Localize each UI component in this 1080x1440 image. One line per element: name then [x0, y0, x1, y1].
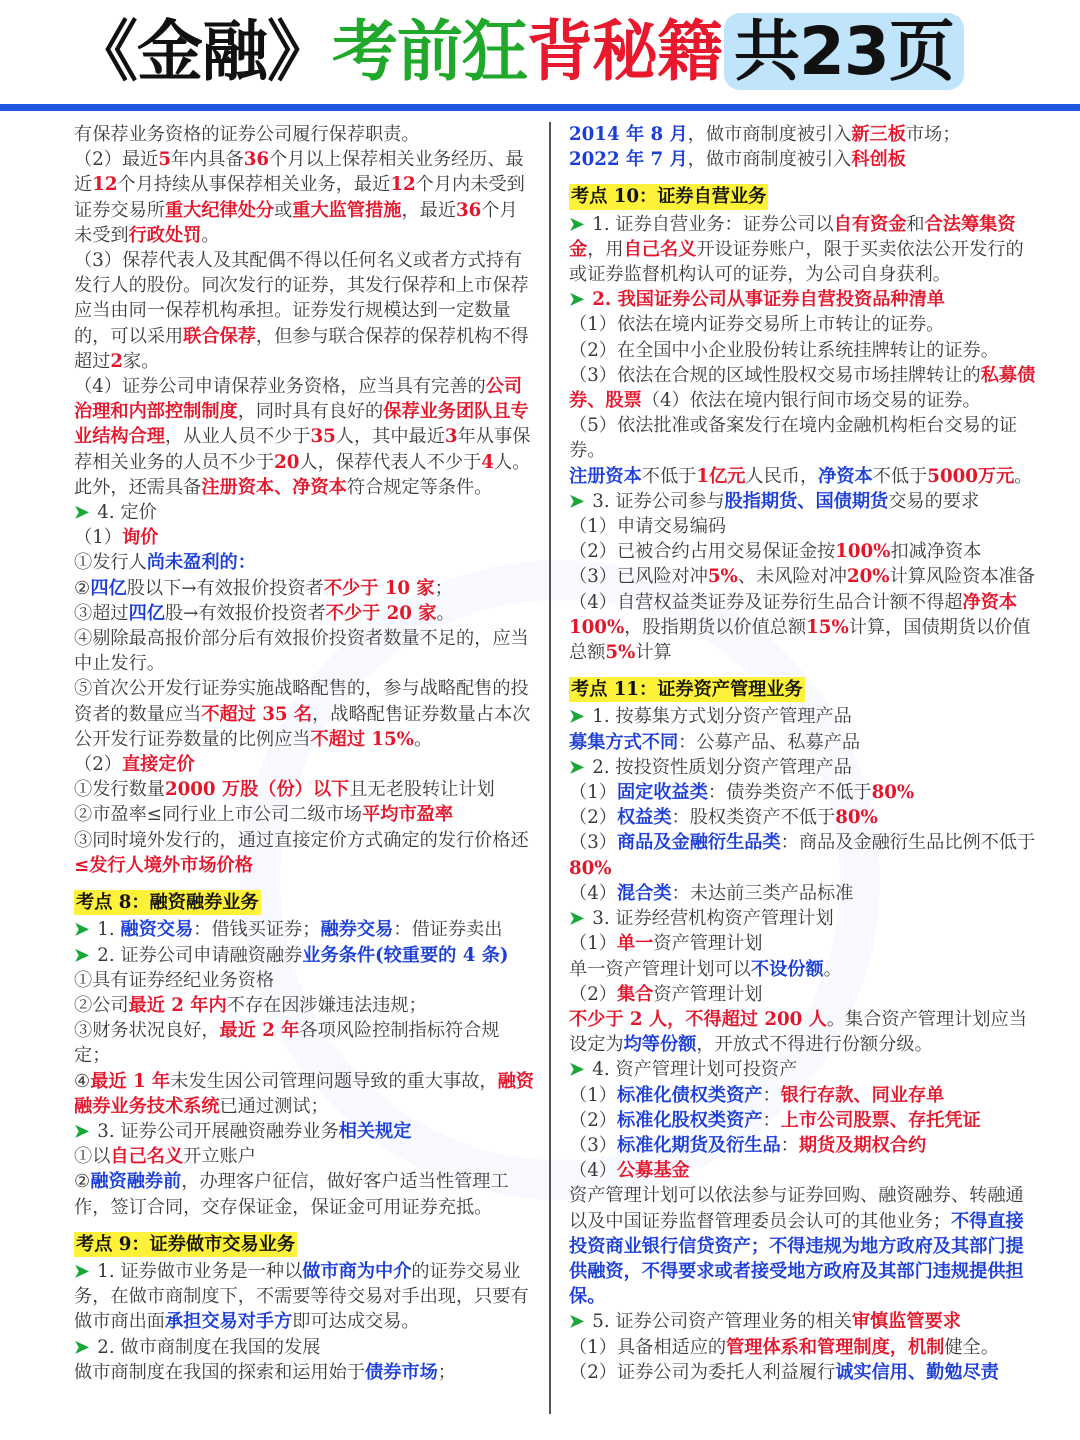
list-item: （2）集合资产管理计划 [569, 983, 763, 1005]
list-item: （3）标准化期货及衍生品：期货及期权合约 [569, 1134, 927, 1156]
green-arrow-icon: ➤ [569, 706, 585, 728]
list-item: ③财务状况良好，最近 2 年各项风险控制指标符合规定； [74, 1020, 500, 1067]
list-item: 做市商制度在我国的探索和运用始于债券市场； [74, 1361, 456, 1383]
green-arrow-icon: ➤ [74, 1120, 90, 1142]
list-item: （4）自营权益类证券及证券衍生品合计额不得超净资本100%，股指期货以价值总额15%计算，国债期货以价值总额5%计算 [569, 591, 1031, 664]
list-item: （4）混合类：未达前三类产品标准 [569, 882, 854, 904]
paragraph-sponsor-3: （3）保荐代表人及其配偶不得以任何名义或者方式持有发行人的股份。同次发行的证券，其发行保荐和上市保荐应当由同一保荐机构承担。证券发行规模达到一定数量的，可以采用联合保荐，但参与联合保荐的保荐机构不得超过2家。 [74, 250, 529, 372]
list-item: ③超过四亿股→有效报价投资者不少于 20 家。 [74, 602, 455, 624]
list-item: ➤ 2. 证券公司申请融资融券业务条件(较重要的 4 条) [74, 944, 509, 966]
list-item: ②市盈率≤同行业上市公司二级市场平均市盈率 [74, 804, 454, 826]
page-header [0, 0, 1080, 104]
list-item: （2）标准化股权类资产：上市公司股票、存托凭证 [569, 1109, 981, 1131]
paragraph-sponsor-2: （2）最近5年内具备36个月以上保荐相关业务经历、最近12个月持续从事保荐相关业务，最近12个月内未受到证券交易所重大纪律处分或重大监管措施，最近36个月未受到行政处罚。 [74, 149, 525, 246]
list-item: 2022 年 7 月，做市商制度被引入科创板 [569, 149, 906, 171]
list-item: 单一资产管理计划可以不设份额。 [569, 958, 842, 980]
left-column [74, 122, 534, 1385]
green-arrow-icon: ➤ [569, 289, 585, 311]
title-part-crazy: 狂 [462, 13, 527, 90]
green-arrow-icon: ➤ [569, 1059, 585, 1081]
paragraph-sponsor-4: （4）证券公司申请保荐业务资格，应当具有完善的公司治理和内部控制制度，同时具有良好的保荐业务团队且专业结构合理，从业人员不少于35人，其中最近3年从事保荐相关业务的人员不少于20人，保荐代表人不少于4人。此外，还需具备注册资本、净资本符合规定等条件。 [74, 376, 531, 498]
list-item: ➤ 2. 我国证券公司从事证券自营投资品种清单 [569, 289, 945, 311]
list-item: （1）申请交易编码 [569, 516, 727, 538]
list-item: （1）固定收益类：债券类资产不低于80% [569, 782, 915, 804]
list-item: （5）依法批准或备案发行在境内金融机构柜台交易的证券。 [569, 415, 1018, 462]
list-item: （2）在全国中小企业股份转让系统挂牌转让的证券。 [569, 339, 999, 361]
list-item: （1）标准化债权类资产：银行存款、同业存单 [569, 1084, 945, 1106]
list-item: ➤ 1. 按募集方式划分资产管理产品 [569, 706, 852, 728]
green-arrow-icon: ➤ [569, 908, 585, 930]
list-item: （3）商品及金融衍生品类：商品及金融衍生品比例不低于80% [569, 832, 1036, 879]
title-part-secret: 背秘籍 [527, 13, 722, 90]
list-item: ①发行人尚未盈利的： [74, 552, 256, 574]
list-item: ③同时境外发行的，通过直接定价方式确定的发行价格还≤发行人境外市场价格 [74, 829, 529, 876]
green-arrow-icon: ➤ [74, 919, 90, 941]
subheading-direct-pricing: （2）直接定价 [74, 754, 195, 776]
green-arrow-icon: ➤ [74, 1260, 90, 1282]
list-item: ②公司最近 2 年内不存在因涉嫌违法违规； [74, 994, 427, 1016]
right-column [569, 122, 1039, 1385]
section-heading-9: 考点 9：证券做市交易业务 [74, 1232, 297, 1257]
list-item: 不少于 2 人，不得超过 200 人。集合资产管理计划应当设定为均等份额，开放式不得进行份额分级。 [569, 1008, 1027, 1056]
list-item: 注册资本不低于1亿元人民币，净资本不低于5000万元。 [569, 465, 1033, 487]
green-arrow-icon: ➤ [569, 490, 585, 512]
list-item: （2）证券公司为委托人利益履行诚实信用、勤勉尽责 [569, 1361, 999, 1383]
list-item: （2）权益类：股权类资产不低于80% [569, 807, 878, 829]
list-item: 募集方式不同：公募产品、私募产品 [569, 731, 861, 753]
green-arrow-icon: ➤ [74, 502, 90, 524]
heading-pricing: ➤ 4. 定价 [74, 502, 157, 524]
green-arrow-icon: ➤ [569, 213, 585, 235]
green-arrow-icon: ➤ [74, 1336, 90, 1358]
list-item: ①以自己名义开立账户 [74, 1146, 256, 1168]
list-item: ➤ 4. 资产管理计划可投资产 [569, 1059, 798, 1081]
list-item: ➤ 2. 做市商制度在我国的发展 [74, 1336, 321, 1358]
green-arrow-icon: ➤ [569, 756, 585, 778]
list-item: ①具有证券经纪业务资格 [74, 969, 275, 991]
title-page-count-badge: 共23页 [724, 13, 964, 90]
list-item: ➤ 2. 按投资性质划分资产管理产品 [569, 756, 852, 778]
list-item: 资产管理计划可以依法参与证券回购、融资融券、转融通以及中国证券监督管理委员会认可的其他业务；不得直接投资商业银行信贷资产；不得违规为地方政府及其部门提供融资，不得要求或者接受地方政府及其部门违规提供担保。 [569, 1185, 1024, 1308]
list-item: ②四亿股以下→有效报价投资者不少于 10 家； [74, 577, 453, 599]
list-item: ➤ 3. 证券经营机构资产管理计划 [569, 908, 834, 930]
text-line: 有保荐业务资格的证券公司履行保荐职责。 [74, 124, 420, 145]
list-item: ➤ 1. 证券自营业务：证券公司以自有资金和合法筹集资金，用自己名义开设证券账户，限于买卖依法公开发行的或证券监督机构认可的证券，为公司自身获利。 [569, 213, 1024, 286]
list-item: （3）已风险对冲5%、未风险对冲20%计算风险资本准备 [569, 566, 1036, 588]
title-part-subject: 《金融》 [72, 13, 332, 90]
list-item: （2）已被合约占用交易保证金按100%扣减净资本 [569, 541, 982, 563]
list-item: ➤ 5. 证券公司资产管理业务的相关审慎监管要求 [569, 1311, 961, 1333]
list-item: （4）公募基金 [569, 1160, 690, 1182]
list-item: ➤ 1. 证券做市业务是一种以做市商为中介的证券交易业务，在做市商制度下，不需要等待交易对手出现，只要有做市商出面承担交易对手方即可达成交易。 [74, 1260, 529, 1333]
list-item: ④最近 1 年未发生因公司管理问题导致的重大事故，融资融券业务技术系统已通过测试； [74, 1070, 534, 1117]
list-item: ➤ 3. 证券公司参与股指期货、国债期货交易的要求 [569, 490, 980, 512]
list-item: （1）依法在境内证券交易所上市转让的证券。 [569, 314, 945, 336]
section-heading-11: 考点 11：证券资产管理业务 [569, 677, 805, 702]
page-title [72, 10, 964, 94]
list-item: ②融资融券前，办理客户征信，做好客户适当性管理工作，签订合同，交存保证金，保证金可用证券充抵。 [74, 1171, 509, 1218]
list-item: ④剔除最高报价部分后有效报价投资者数量不足的，应当中止发行。 [74, 628, 529, 675]
list-item: ⑤首次公开发行证券实施战略配售的，参与战略配售的投资者的数量应当不超过 35 名，战略配售证券数量占本次公开发行证券数量的比例应当不超过 15%。 [74, 678, 531, 750]
list-item: ①发行数量2000 万股（份）以下且无老股转让计划 [74, 779, 495, 801]
list-item: （1）具备相适应的管理体系和管理制度，机制健全。 [569, 1336, 999, 1358]
header-rule [0, 104, 1080, 111]
column-divider [549, 122, 551, 1414]
section-heading-8: 考点 8：融资融券业务 [74, 890, 261, 915]
green-arrow-icon: ➤ [74, 944, 90, 966]
section-heading-10: 考点 10：证券自营业务 [569, 184, 768, 209]
title-part-exam: 考前 [332, 13, 462, 90]
list-item: （3）依法在合规的区域性股权交易市场挂牌转让的私募债券、股票（4）依法在境内银行间市场交易的证券。 [569, 364, 1036, 412]
list-item: ➤ 3. 证券公司开展融资融券业务相关规定 [74, 1120, 412, 1142]
subheading-inquiry: （1）询价 [74, 527, 159, 549]
list-item: 2014 年 8 月，做市商制度被引入新三板市场； [569, 124, 961, 145]
green-arrow-icon: ➤ [569, 1311, 585, 1333]
list-item: （1）单一资产管理计划 [569, 933, 763, 955]
list-item: ➤ 1. 融资交易：借钱买证券；融券交易：借证券卖出 [74, 919, 503, 941]
